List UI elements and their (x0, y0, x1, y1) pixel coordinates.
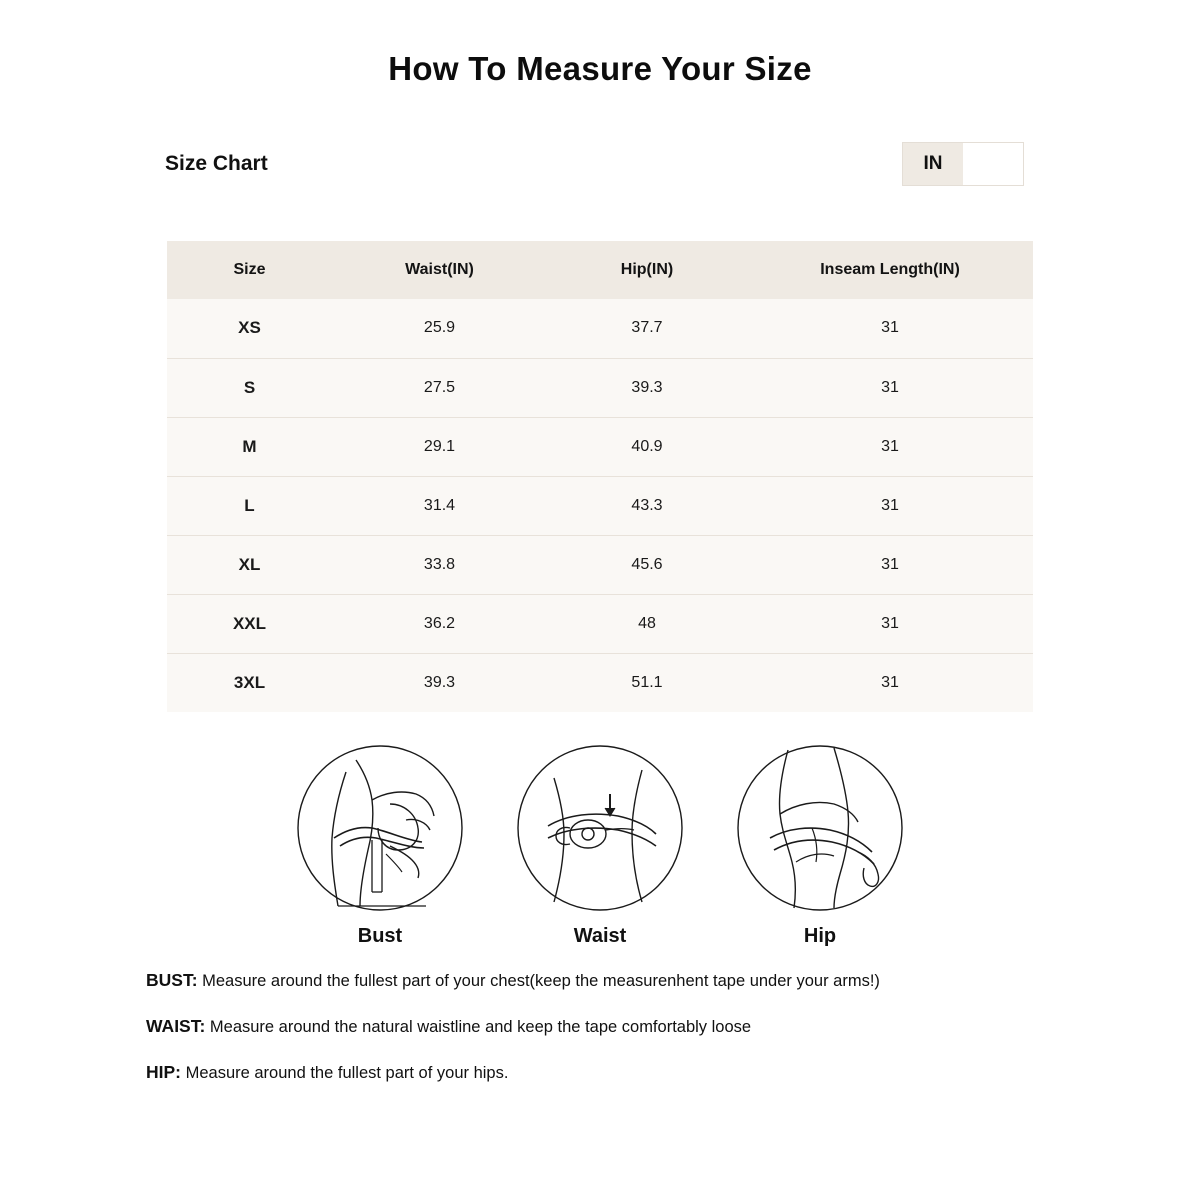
cell-size: XXL (167, 594, 332, 653)
cell-size: 3XL (167, 653, 332, 712)
figure-caption: Hip (803, 925, 837, 947)
cell-hip: 39.3 (547, 358, 747, 417)
size-chart-label: Size Chart (165, 152, 268, 175)
bust-measure-icon (294, 742, 466, 914)
cell-waist: 29.1 (332, 417, 547, 476)
size-table-head (167, 241, 1033, 299)
unit-option-in[interactable]: IN (903, 143, 963, 185)
cell-waist: 33.8 (332, 535, 547, 594)
table-row (167, 358, 1033, 417)
cell-waist: 25.9 (332, 299, 547, 358)
measurement-notes (146, 970, 1106, 1083)
table-row (167, 476, 1033, 535)
table-row (167, 299, 1033, 358)
cell-size: S (167, 358, 332, 417)
figure-hip (734, 742, 906, 948)
note-text: Measure around the fullest part of your chest(keep the measurenhent tape under your arms!) (202, 972, 880, 990)
size-table (167, 241, 1033, 712)
table-row (167, 594, 1033, 653)
note-text: Measure around the natural waistline and keep the tape comfortably loose (209, 1017, 752, 1036)
note-hip (146, 1062, 1106, 1084)
cell-hip: 37.7 (547, 299, 747, 358)
unit-toggle[interactable] (902, 142, 1024, 186)
table-header-row (167, 241, 1033, 299)
cell-size: XL (167, 535, 332, 594)
waist-measure-icon (514, 742, 686, 914)
note-text: Measure around the fullest part of your hips. (185, 1063, 509, 1082)
column-header-inseam: Inseam Length(IN) (747, 241, 1033, 299)
table-row (167, 535, 1033, 594)
subhead-row (165, 142, 1024, 186)
cell-inseam: 31 (747, 535, 1033, 594)
cell-inseam: 31 (747, 417, 1033, 476)
cell-size: XS (167, 299, 332, 358)
hip-measure-icon (734, 742, 906, 914)
figure-bust (294, 742, 466, 948)
cell-hip: 51.1 (547, 653, 747, 712)
table-row (167, 417, 1033, 476)
cell-inseam: 31 (747, 299, 1033, 358)
cell-waist: 36.2 (332, 594, 547, 653)
cell-hip: 40.9 (547, 417, 747, 476)
cell-waist: 31.4 (332, 476, 547, 535)
cell-size: L (167, 476, 332, 535)
cell-inseam: 31 (747, 653, 1033, 712)
cell-hip: 43.3 (547, 476, 747, 535)
table-row (167, 653, 1033, 712)
size-table-body (167, 299, 1033, 712)
note-lead: WAIST: (146, 1015, 206, 1036)
note-lead: HIP: (146, 1061, 181, 1082)
figure-caption: Bust (357, 925, 403, 947)
column-header-size: Size (167, 241, 332, 299)
note-lead: BUST: (146, 970, 198, 990)
unit-option-cm[interactable] (963, 143, 1023, 185)
page-title: How To Measure Your Size (388, 50, 812, 87)
cell-hip: 45.6 (547, 535, 747, 594)
cell-size: M (167, 417, 332, 476)
column-header-hip: Hip(IN) (547, 241, 747, 299)
column-header-waist: Waist(IN) (332, 241, 547, 299)
cell-waist: 27.5 (332, 358, 547, 417)
figure-waist (514, 742, 686, 948)
measurement-figures (0, 742, 1200, 948)
cell-inseam: 31 (747, 476, 1033, 535)
cell-waist: 39.3 (332, 653, 547, 712)
note-bust (146, 970, 1106, 992)
cell-inseam: 31 (747, 358, 1033, 417)
cell-inseam: 31 (747, 594, 1033, 653)
figure-caption: Waist (573, 925, 627, 947)
note-waist (146, 1016, 1106, 1038)
cell-hip: 48 (547, 594, 747, 653)
